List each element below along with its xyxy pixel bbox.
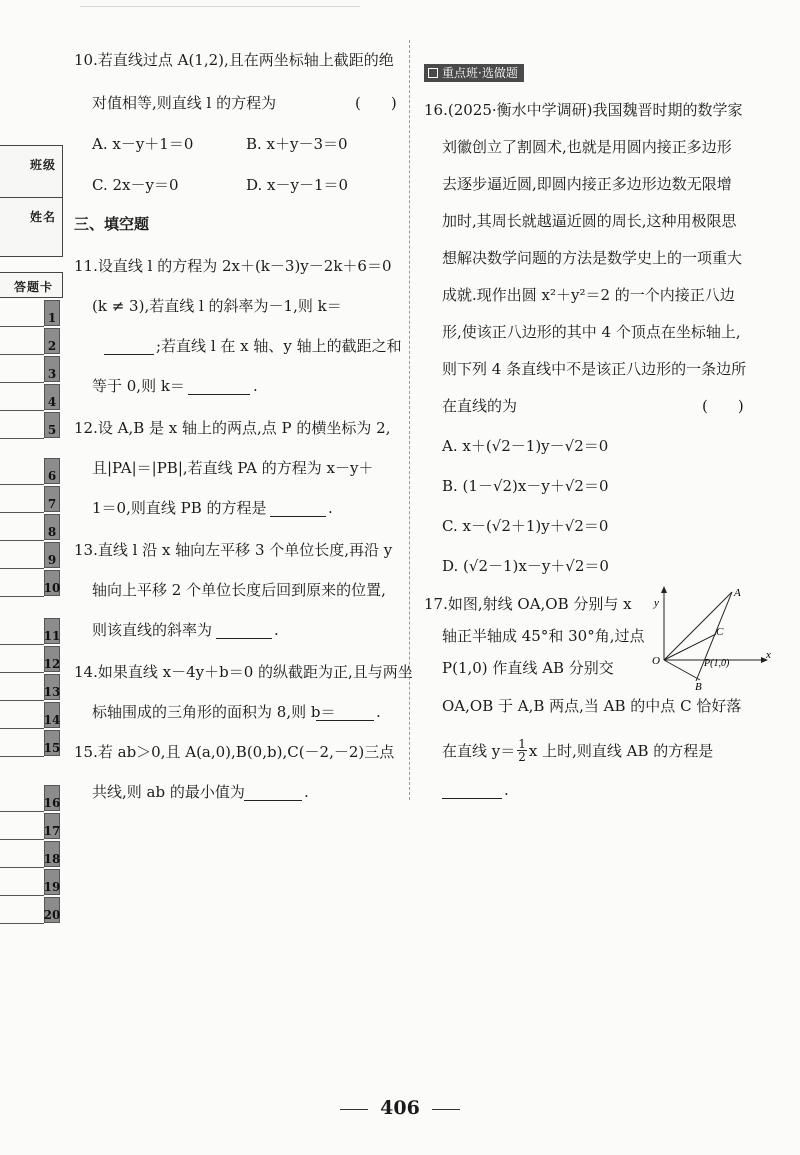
label-x: x — [766, 649, 771, 661]
q15-line2a: 共线,则 ab 的最小值为 — [92, 783, 245, 801]
q16-option-d: D. (√2－1)x－y＋√2＝0 — [442, 557, 609, 575]
answer-card-number: 20 — [44, 897, 60, 923]
answer-card-row-line — [0, 867, 44, 868]
q16-line2: 刘徽创立了割圆术,也就是用圆内接正多边形 — [442, 138, 732, 156]
q16-line1: 16.(2025·衡水中学调研)我国魏晋时期的数学家 — [424, 101, 743, 119]
answer-card-row-line — [0, 382, 44, 383]
class-label: 班级 — [30, 158, 57, 172]
answer-card-number: 19 — [44, 869, 60, 895]
label-o: O — [652, 655, 660, 667]
answer-card-number: 5 — [44, 412, 60, 438]
book-icon — [428, 68, 438, 78]
q17-line6: . — [504, 781, 509, 799]
q13-line2: 轴向上平移 2 个单位长度后回到原来的位置, — [92, 581, 386, 599]
top-rule — [80, 6, 360, 7]
label-a: A — [734, 587, 741, 599]
q11-line4a: 等于 0,则 k＝ — [92, 377, 185, 395]
badge-label: 重点班·选做题 — [442, 66, 518, 80]
q17-blank[interactable] — [442, 784, 502, 799]
q16-line9: 在直线的为 — [442, 397, 518, 415]
q11-blank-1[interactable] — [104, 340, 154, 355]
one-half-fraction — [517, 738, 527, 763]
answer-card-number: 2 — [44, 328, 60, 354]
q12-line3b: . — [328, 499, 333, 517]
q11-line2: (k ≠ 3),若直线 l 的斜率为－1,则 k＝ — [92, 297, 342, 315]
q13-line3a: 则该直线的斜率为 — [92, 621, 213, 639]
q16-line3: 去逐步逼近圆,即圆内接正多边形边数无限增 — [442, 175, 732, 193]
q16-line4: 加时,其周长就越逼近圆的周长,这种用极限思 — [442, 212, 737, 230]
q14-line1: 14.如果直线 x－4y＋b＝0 的纵截距为正,且与两坐 — [74, 663, 413, 681]
q15-line2b: . — [304, 783, 309, 801]
q17-line3: P(1,0) 作直线 AB 分别交 — [442, 659, 614, 677]
q15-line1: 15.若 ab＞0,且 A(a,0),B(0,b),C(－2,－2)三点 — [74, 743, 395, 761]
page-number-dash-left — [340, 1109, 368, 1110]
page-number-dash-right — [432, 1109, 460, 1110]
q17-line4: OA,OB 于 A,B 两点,当 AB 的中点 C 恰好落 — [442, 697, 742, 715]
answer-card-row-line — [0, 540, 44, 541]
q16-option-c: C. x－(√2＋1)y＋√2＝0 — [442, 517, 609, 535]
answer-card-header — [0, 272, 63, 298]
q13-line1: 13.直线 l 沿 x 轴向左平移 3 个单位长度,再沿 y — [74, 541, 393, 559]
answer-card-row-line — [0, 568, 44, 569]
label-y: y — [654, 597, 659, 609]
ray-ob — [664, 660, 700, 680]
answer-card-number: 10 — [44, 570, 60, 596]
q17-line2: 轴正半轴成 45°和 30°角,过点 — [442, 627, 645, 645]
answer-card-row-line — [0, 410, 44, 411]
q13-line3b: . — [274, 621, 279, 639]
q10-option-a: A. x－y＋1＝0 — [92, 135, 194, 153]
answer-card-row-line — [0, 895, 44, 896]
answer-card-row-line — [0, 728, 44, 729]
advanced-class-badge — [424, 64, 524, 82]
answer-card-row-line — [0, 596, 44, 597]
q10-option-c: C. 2x－y＝0 — [92, 176, 179, 194]
q10-option-b: B. x＋y－3＝0 — [246, 135, 348, 153]
answer-card-number: 9 — [44, 542, 60, 568]
answer-card-row-line — [0, 326, 44, 327]
q17-figure — [640, 580, 771, 693]
q11-blank-2[interactable] — [188, 380, 250, 395]
fraction-numerator: 1 — [518, 737, 526, 751]
answer-card-row-line — [0, 512, 44, 513]
answer-card-number: 14 — [44, 702, 60, 728]
q16-answer-paren: ( ) — [702, 397, 744, 415]
answer-card-row-line — [0, 438, 44, 439]
q10-option-d: D. x－y－1＝0 — [246, 176, 349, 194]
label-p: P(1,0) — [704, 658, 730, 669]
answer-card-number: 8 — [44, 514, 60, 540]
q11-line3: ;若直线 l 在 x 轴、y 轴上的截距之和 — [156, 337, 402, 355]
q16-line5: 想解决数学问题的方法是数学史上的一项重大 — [442, 249, 743, 267]
section-title-fill-in: 三、填空题 — [74, 215, 150, 233]
answer-card-label: 答题卡 — [14, 280, 54, 294]
fraction-denominator: 2 — [518, 750, 526, 764]
q10-line2: 对值相等,则直线 l 的方程为 — [92, 94, 277, 112]
q14-blank[interactable] — [316, 706, 374, 721]
column-divider — [409, 40, 410, 800]
page-number-value: 406 — [380, 1097, 420, 1119]
q17-line5b: x 上时,则直线 AB 的方程是 — [528, 741, 714, 760]
answer-card-row-line — [0, 672, 44, 673]
q11-line4b: . — [253, 377, 258, 395]
answer-card-number: 4 — [44, 384, 60, 410]
q16-option-b: B. (1－√2)x－y＋√2＝0 — [442, 477, 609, 495]
q17-line5a: 在直线 y＝ — [442, 741, 516, 760]
q12-line3a: 1＝0,则直线 PB 的方程是 — [92, 499, 267, 517]
q17-line1: 17.如图,射线 OA,OB 分别与 x — [424, 595, 632, 613]
q16-option-a: A. x＋(√2－1)y－√2＝0 — [442, 437, 609, 455]
answer-card-number: 11 — [44, 618, 60, 644]
q16-line6: 成就.现作出圆 x²＋y²＝2 的一个内接正八边 — [442, 286, 735, 304]
q17-line5 — [442, 738, 713, 763]
page-number — [0, 1097, 800, 1119]
answer-card-number: 17 — [44, 813, 60, 839]
answer-card-row-line — [0, 484, 44, 485]
y-axis-arrow — [661, 586, 667, 593]
answer-card-row-line — [0, 923, 44, 924]
answer-card-number: 1 — [44, 300, 60, 326]
answer-card-number: 15 — [44, 730, 60, 756]
q11-line1: 11.设直线 l 的方程为 2x＋(k－3)y－2k＋6＝0 — [74, 257, 392, 275]
line-oc — [664, 634, 716, 660]
answer-card-row-line — [0, 354, 44, 355]
answer-card-number: 13 — [44, 674, 60, 700]
answer-card-row-line — [0, 756, 44, 757]
label-c: C — [716, 626, 724, 638]
q12-line1: 12.设 A,B 是 x 轴上的两点,点 P 的横坐标为 2, — [74, 419, 391, 437]
answer-card-number: 12 — [44, 646, 60, 672]
q10-line1: 10.若直线过点 A(1,2),且在两坐标轴上截距的绝 — [74, 51, 394, 69]
answer-card-row-line — [0, 839, 44, 840]
q10-answer-paren: ( ) — [355, 94, 397, 112]
q15-blank[interactable] — [244, 786, 302, 801]
answer-card-number: 18 — [44, 841, 60, 867]
name-label: 姓名 — [30, 210, 57, 224]
answer-card-number: 6 — [44, 458, 60, 484]
answer-card-row-line — [0, 644, 44, 645]
q13-blank[interactable] — [216, 624, 272, 639]
answer-card-row-line — [0, 811, 44, 812]
class-box — [0, 145, 63, 199]
q14-line2a: 标轴围成的三角形的面积为 8,则 b＝ — [92, 703, 336, 721]
label-b: B — [695, 681, 702, 693]
answer-card-row-line — [0, 700, 44, 701]
q16-line8: 则下列 4 条直线中不是该正八边形的一条边所 — [442, 360, 747, 378]
name-box — [0, 197, 63, 257]
answer-card-number: 16 — [44, 785, 60, 811]
q12-blank[interactable] — [270, 502, 326, 517]
q16-line7: 形,使该正八边形的其中 4 个顶点在坐标轴上, — [442, 323, 741, 341]
answer-card-number: 3 — [44, 356, 60, 382]
answer-card-number: 7 — [44, 486, 60, 512]
q12-line2: 且|PA|＝|PB|,若直线 PA 的方程为 x－y＋ — [92, 459, 374, 477]
q14-line2b: . — [376, 703, 381, 721]
